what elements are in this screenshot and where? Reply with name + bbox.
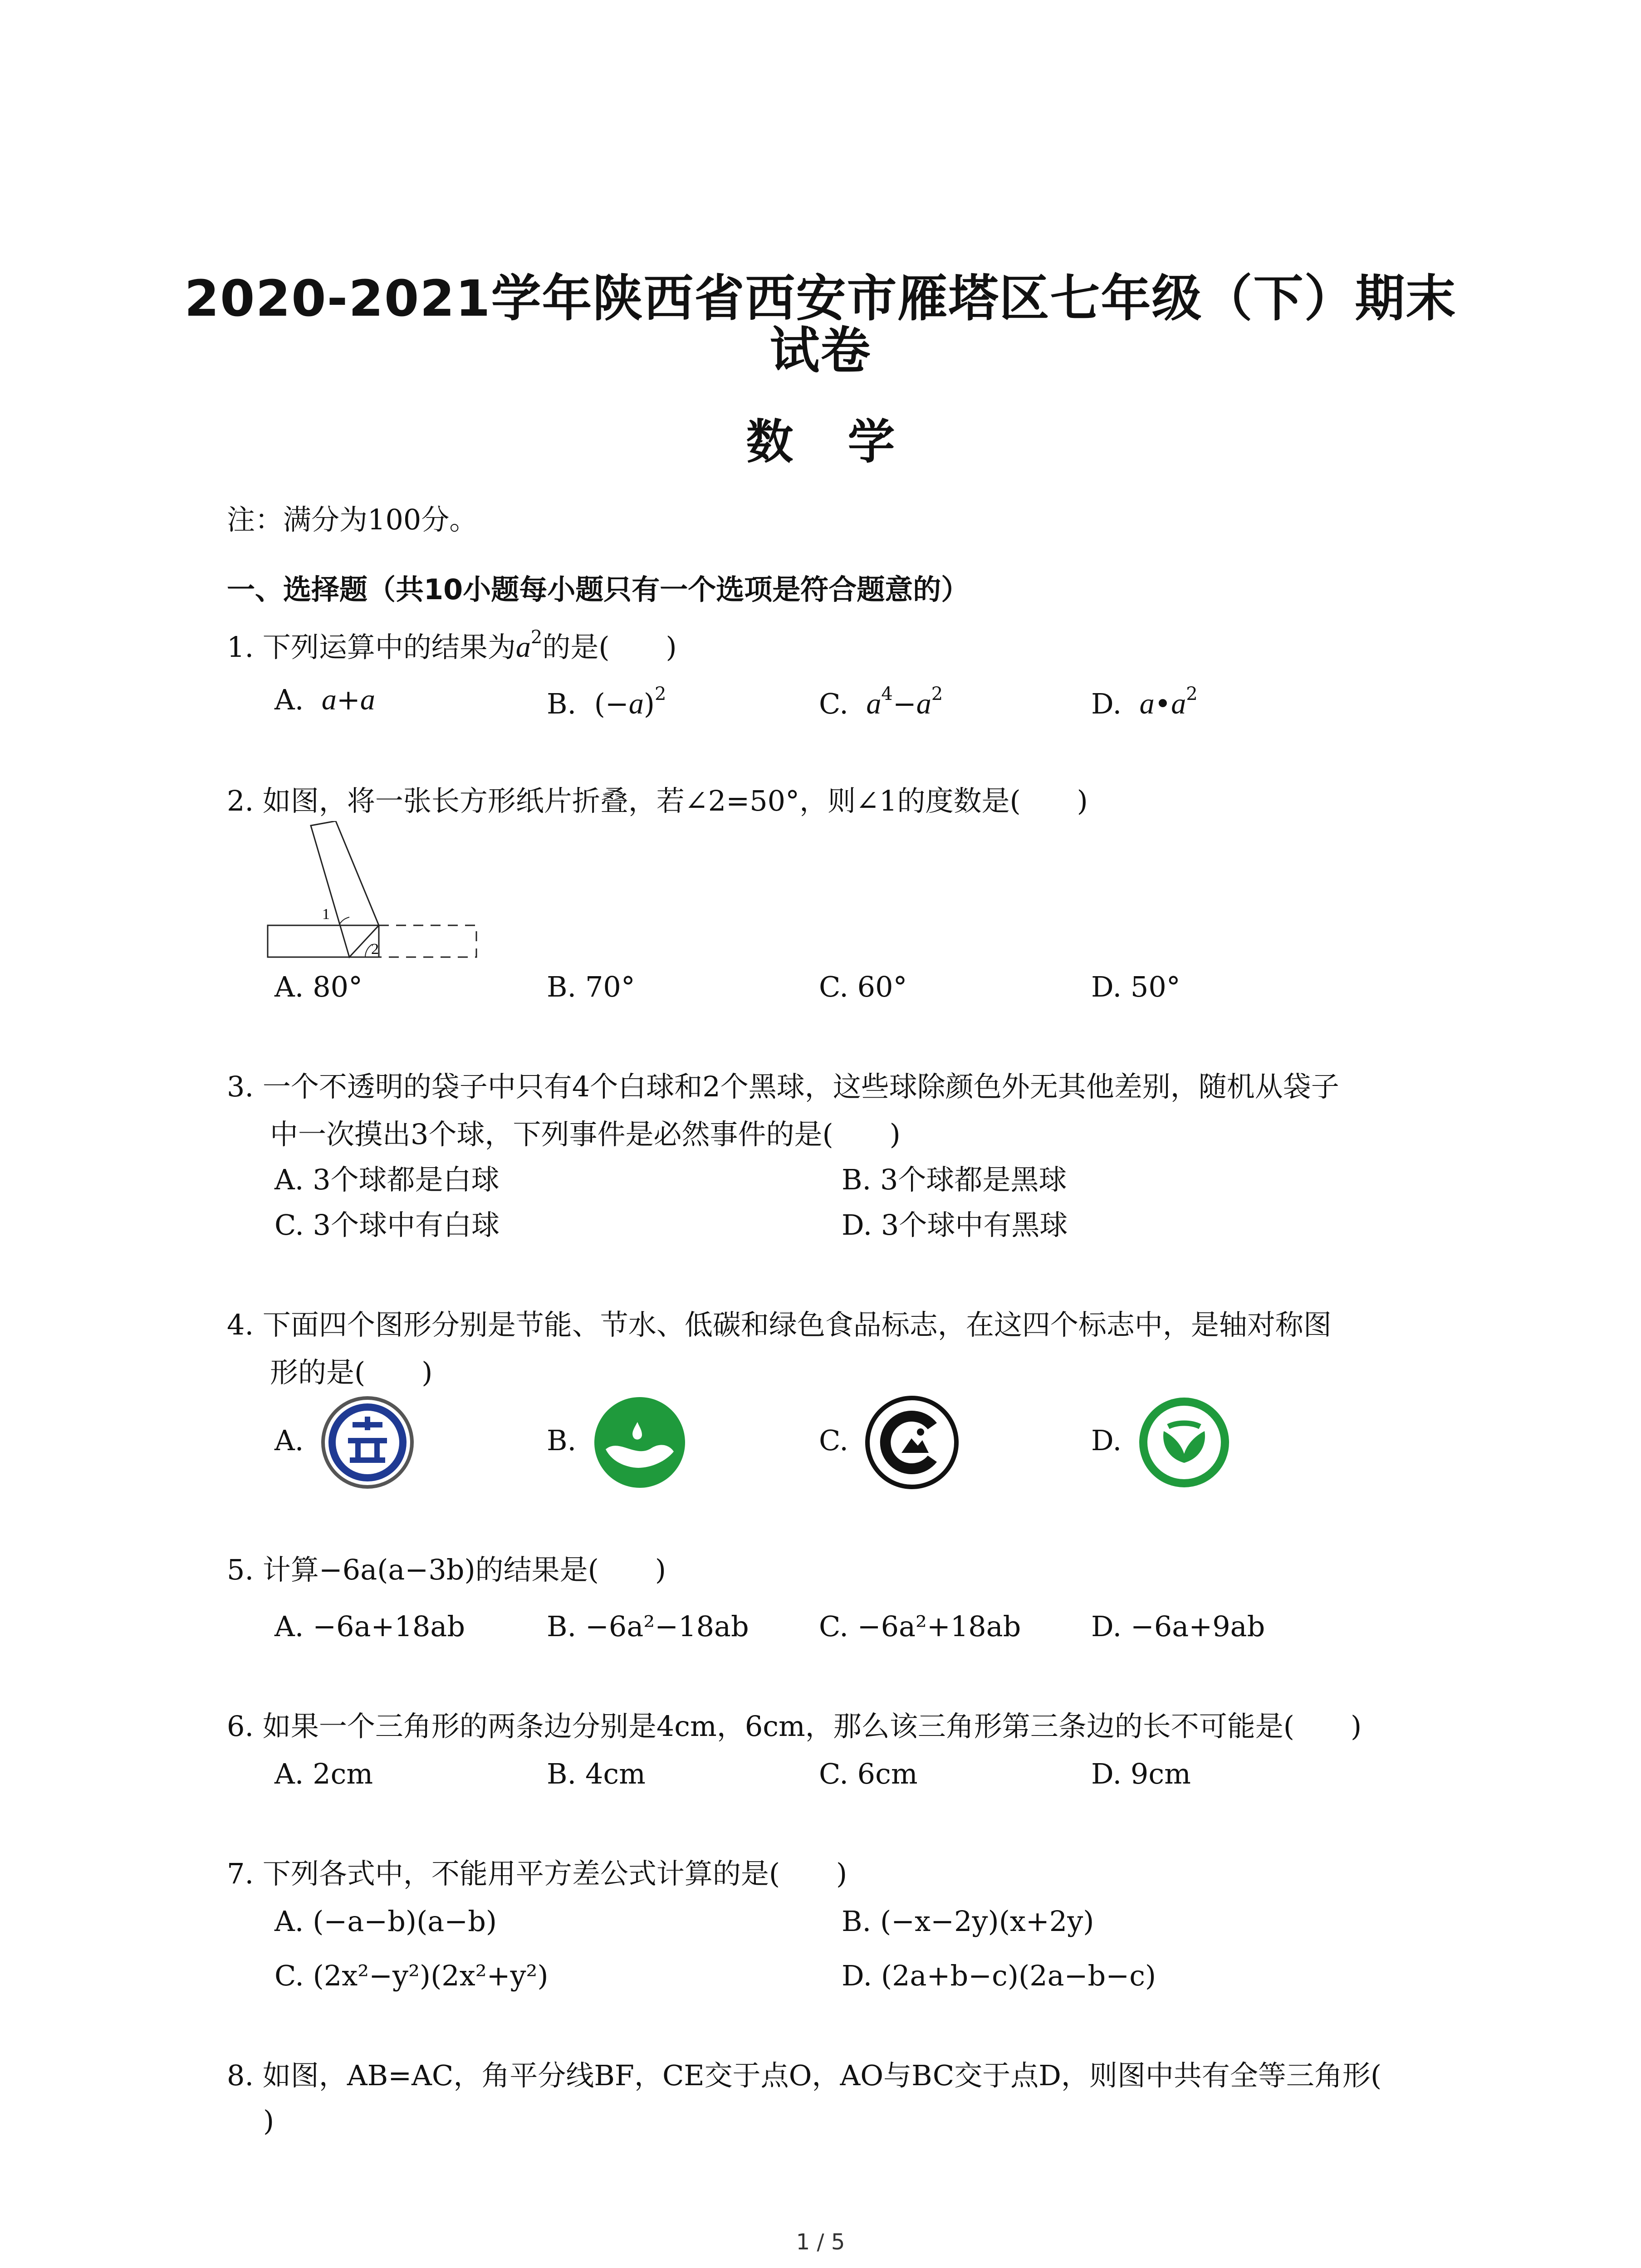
question-2-stem: 2. 如图，将一张长方形纸片折叠，若∠2=50°，则∠1的度数是( ): [227, 784, 1088, 817]
question-8-stem-line1: 8. 如图，AB=AC，角平分线BF，CE交于点O，AO与BC交于点D，则图中共有全等三角形(: [227, 2059, 1382, 2092]
question-1-stem: [227, 628, 677, 662]
q6-option-b: B. 4cm: [547, 1757, 646, 1790]
q6-option-d: D. 9cm: [1091, 1757, 1191, 1790]
folded-paper-figure: [263, 821, 481, 966]
angle-1-label: 1: [322, 906, 330, 923]
q1-option-c: C. $a^4-a^2$: [819, 684, 943, 720]
q6-option-a: A. 2cm: [274, 1757, 373, 1790]
question-5-stem: 5. 计算−6a(a−3b)的结果是( ): [227, 1553, 666, 1586]
q3-option-c: C. 3个球中有白球: [274, 1208, 500, 1242]
subject-heading: 数学: [746, 414, 950, 469]
q6-option-c: C. 6cm: [819, 1757, 918, 1790]
energy-saving-logo-icon: [320, 1395, 415, 1490]
question-6-stem: 6. 如果一个三角形的两条边分别是4cm，6cm，那么该三角形第三条边的长不可能是( ): [227, 1710, 1362, 1743]
low-carbon-logo-icon: [864, 1395, 960, 1490]
q7-option-a: A. (−a−b)(a−b): [274, 1905, 497, 1938]
question-1-suffix: 的是( ): [542, 631, 677, 664]
q4-option-c-letter: C.: [819, 1424, 848, 1457]
q5-option-c: C. −6a²+18ab: [819, 1610, 1021, 1643]
question-4-stem-line1: 4. 下面四个图形分别是节能、节水、低碳和绿色食品标志，在这四个标志中，是轴对称图: [227, 1308, 1332, 1341]
q3-option-a: A. 3个球都是白球: [274, 1163, 500, 1196]
green-food-logo-icon: [1136, 1395, 1232, 1490]
q5-option-d: D. −6a+9ab: [1091, 1610, 1265, 1643]
q2-option-d: D. 50°: [1091, 970, 1181, 1003]
section-heading: 一、选择题（共10小题每小题只有一个选项是符合题意的）: [227, 573, 970, 606]
option-letter: B.: [547, 687, 577, 720]
score-note: 注：满分为100分。: [227, 503, 478, 536]
q2-option-c: C. 60°: [819, 970, 907, 1003]
question-8-stem-line2: ): [263, 2104, 274, 2137]
q4-option-b-letter: B.: [547, 1424, 577, 1457]
q5-option-b: B. −6a²−18ab: [547, 1610, 749, 1643]
water-saving-logo-icon: [592, 1395, 687, 1490]
question-1-prefix: 1. 下列运算中的结果为: [227, 631, 516, 664]
option-letter: A.: [274, 683, 304, 716]
q3-option-d: D. 3个球中有黑球: [842, 1208, 1068, 1242]
q7-option-b: B. (−x−2y)(x+2y): [842, 1905, 1094, 1938]
page-number: 1 / 5: [796, 2229, 845, 2255]
q1-option-b: B. $(-a)^2$: [547, 684, 666, 720]
q5-option-a: A. −6a+18ab: [274, 1610, 465, 1643]
question-1-exp: 2: [530, 627, 543, 648]
exam-title-line2: 试卷: [769, 322, 872, 380]
q7-option-d: D. (2a+b−c)(2a−b−c): [842, 1959, 1156, 1992]
question-1-var: a: [515, 631, 531, 664]
question-3-stem-line1: 3. 一个不透明的袋子中只有4个白球和2个黑球，这些球除颜色外无其他差别，随机从袋子: [227, 1070, 1339, 1103]
option-letter: C.: [819, 687, 848, 720]
exam-title-line1: 2020-2021学年陕西省西安市雁塔区七年级（下）期末: [184, 269, 1457, 327]
question-3-stem-line2: 中一次摸出3个球，下列事件是必然事件的是( ): [270, 1118, 901, 1151]
q2-option-a: A. 80°: [274, 970, 363, 1003]
option-letter: D.: [1091, 687, 1122, 720]
q3-option-b: B. 3个球都是黑球: [842, 1163, 1067, 1196]
q2-option-b: B. 70°: [547, 970, 635, 1003]
q1-option-a: A. a+a: [274, 683, 375, 716]
q1-option-d: D. $a•a^2$: [1091, 684, 1198, 720]
q4-option-a-letter: A.: [274, 1424, 304, 1457]
q7-option-c: C. (2x²−y²)(2x²+y²): [274, 1959, 549, 1992]
question-4-stem-line2: 形的是( ): [270, 1356, 433, 1389]
angle-2-label: 2: [371, 941, 379, 958]
question-7-stem: 7. 下列各式中，不能用平方差公式计算的是( ): [227, 1857, 847, 1890]
q4-option-d-letter: D.: [1091, 1424, 1122, 1457]
